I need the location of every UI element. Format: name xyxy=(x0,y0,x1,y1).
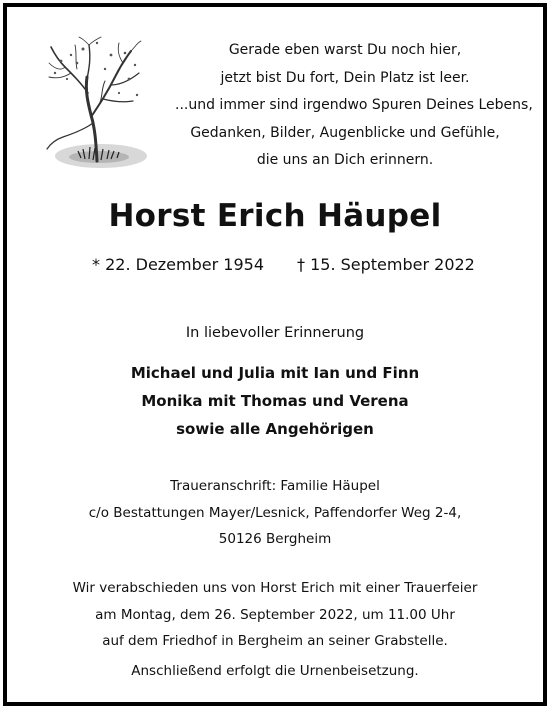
poem-line: die uns an Dich erinnern. xyxy=(256,152,434,169)
obituary-card xyxy=(3,3,547,706)
poem-line: Gedanken, Bilder, Augenblicke und Gefühle, xyxy=(190,124,500,141)
ceremony-line: Wir verabschieden uns von Horst Erich mit einer Trauerfeier xyxy=(72,580,478,596)
ceremony-info xyxy=(7,575,543,655)
mourner-line: sowie alle Angehörigen xyxy=(176,420,374,438)
deceased-name: Horst Erich Häupel xyxy=(108,198,442,234)
mourning-address xyxy=(7,473,543,553)
poem-line: Gerade eben warst Du noch hier, xyxy=(228,42,462,58)
memory-heading: In liebevoller Erinnerung xyxy=(185,325,365,341)
address-line: c/o Bestattungen Mayer/Lesnick, Paffendorfer Weg 2-4, xyxy=(88,504,462,521)
poem-line: ...und immer sind irgendwo Spuren Deines Lebens, xyxy=(175,97,533,114)
mourner-line: Monika mit Thomas und Verena xyxy=(141,392,409,410)
tree-illustration xyxy=(41,33,151,173)
mourners xyxy=(7,359,543,443)
ceremony-line: auf dem Friedhof in Bergheim an seiner Grabstelle. xyxy=(102,633,448,649)
address-line: Traueranschrift: Familie Häupel xyxy=(170,478,380,494)
mourner-line: Michael und Julia mit Ian und Finn xyxy=(130,364,420,382)
death-date: † 15. September 2022 xyxy=(297,255,475,274)
address-line: 50126 Bergheim xyxy=(218,531,332,547)
ceremony-line: am Montag, dem 26. September 2022, um 11.00 Uhr xyxy=(95,606,455,623)
poem xyxy=(175,37,533,175)
urn-burial-note: Anschließend erfolgt die Urnenbeisetzung. xyxy=(131,663,419,679)
poem-line: jetzt bist Du fort, Dein Platz ist leer. xyxy=(220,69,470,86)
birth-date: * 22. Dezember 1954 xyxy=(92,255,264,274)
